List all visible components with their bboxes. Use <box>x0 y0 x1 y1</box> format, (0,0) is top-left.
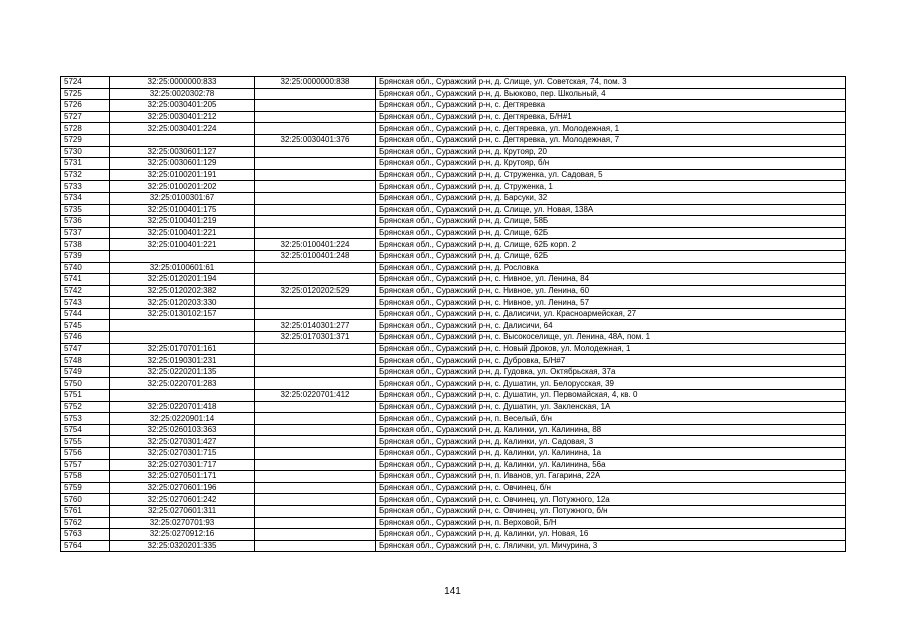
row-number-cell: 5752 <box>61 401 110 413</box>
row-number-cell: 5733 <box>61 181 110 193</box>
table-row <box>61 378 846 390</box>
address-cell: Брянская обл., Суражский р-н, с. Овчинец, ул. Потужного, б/н <box>376 505 846 517</box>
address-cell: Брянская обл., Суражский р-н, д. Калинки, ул. Калинина, 88 <box>376 424 846 436</box>
address-cell: Брянская обл., Суражский р-н, с. Нивное, ул. Ленина, 60 <box>376 285 846 297</box>
second-cadastral-number-cell <box>255 308 376 320</box>
cadastral-number-cell: 32:25:0100401:221 <box>110 227 255 239</box>
table-row <box>61 274 846 286</box>
table-row <box>61 320 846 332</box>
table-row <box>61 401 846 413</box>
cadastral-number-cell <box>110 134 255 146</box>
second-cadastral-number-cell <box>255 192 376 204</box>
table-row <box>61 517 846 529</box>
cadastral-number-cell: 32:25:0270501:171 <box>110 471 255 483</box>
second-cadastral-number-cell <box>255 100 376 112</box>
row-number-cell: 5739 <box>61 250 110 262</box>
cadastral-number-cell <box>110 320 255 332</box>
cadastral-number-cell: 32:25:0130102:157 <box>110 308 255 320</box>
cadastral-number-cell: 32:25:0270601:196 <box>110 482 255 494</box>
row-number-cell: 5761 <box>61 505 110 517</box>
table-row <box>61 158 846 170</box>
cadastral-number-cell: 32:25:0100401:175 <box>110 204 255 216</box>
table-row <box>61 494 846 506</box>
address-cell: Брянская обл., Суражский р-н, с. Нивное, ул. Ленина, 84 <box>376 274 846 286</box>
cadastral-number-cell <box>110 332 255 344</box>
row-number-cell: 5757 <box>61 459 110 471</box>
second-cadastral-number-cell: 32:25:0100401:248 <box>255 250 376 262</box>
second-cadastral-number-cell <box>255 529 376 541</box>
row-number-cell: 5742 <box>61 285 110 297</box>
second-cadastral-number-cell: 32:25:0120202:529 <box>255 285 376 297</box>
row-number-cell: 5746 <box>61 332 110 344</box>
row-number-cell: 5751 <box>61 390 110 402</box>
address-cell: Брянская обл., Суражский р-н, д. Крутояр, 20 <box>376 146 846 158</box>
table-row <box>61 204 846 216</box>
address-cell: Брянская обл., Суражский р-н, с. Дегтяревка, Б/Н#1 <box>376 111 846 123</box>
second-cadastral-number-cell: 32:25:0140301:277 <box>255 320 376 332</box>
cadastral-number-cell: 32:25:0100301:67 <box>110 192 255 204</box>
address-cell: Брянская обл., Суражский р-н, д. Крутояр, б/н <box>376 158 846 170</box>
cadastral-number-cell: 32:25:0170701:161 <box>110 343 255 355</box>
second-cadastral-number-cell <box>255 88 376 100</box>
row-number-cell: 5756 <box>61 448 110 460</box>
row-number-cell: 5762 <box>61 517 110 529</box>
table-row <box>61 471 846 483</box>
table-row <box>61 343 846 355</box>
table-row <box>61 505 846 517</box>
row-number-cell: 5743 <box>61 297 110 309</box>
page-number: 141 <box>444 586 461 597</box>
address-cell: Брянская обл., Суражский р-н, д. Слище, 62Б <box>376 227 846 239</box>
row-number-cell: 5737 <box>61 227 110 239</box>
row-number-cell: 5745 <box>61 320 110 332</box>
second-cadastral-number-cell <box>255 459 376 471</box>
address-cell: Брянская обл., Суражский р-н, д. Слище, 62Б корп. 2 <box>376 239 846 251</box>
cadastral-number-cell: 32:25:0100601:61 <box>110 262 255 274</box>
cadastral-number-cell: 32:25:0260103:363 <box>110 424 255 436</box>
second-cadastral-number-cell <box>255 448 376 460</box>
cadastral-number-cell: 32:25:0270301:427 <box>110 436 255 448</box>
second-cadastral-number-cell <box>255 274 376 286</box>
address-cell: Брянская обл., Суражский р-н, д. Слище, 62Б <box>376 250 846 262</box>
table-row <box>61 146 846 158</box>
row-number-cell: 5732 <box>61 169 110 181</box>
address-cell: Брянская обл., Суражский р-н, д. Струженка, 1 <box>376 181 846 193</box>
address-cell: Брянская обл., Суражский р-н, с. Далисичи, 64 <box>376 320 846 332</box>
address-cell: Брянская обл., Суражский р-н, д. Калинки, ул. Садовая, 3 <box>376 436 846 448</box>
address-cell: Брянская обл., Суражский р-н, п. Иванов, ул. Гагарина, 22А <box>376 471 846 483</box>
row-number-cell: 5760 <box>61 494 110 506</box>
cadastral-number-cell: 32:25:0270301:717 <box>110 459 255 471</box>
cadastral-number-cell: 32:25:0020302:78 <box>110 88 255 100</box>
row-number-cell: 5748 <box>61 355 110 367</box>
row-number-cell: 5750 <box>61 378 110 390</box>
table-row <box>61 250 846 262</box>
table-row <box>61 366 846 378</box>
row-number-cell: 5763 <box>61 529 110 541</box>
table-row <box>61 285 846 297</box>
address-cell: Брянская обл., Суражский р-н, с. Лялички, ул. Мичурина, 3 <box>376 540 846 552</box>
cadastral-number-cell <box>110 250 255 262</box>
table-row <box>61 100 846 112</box>
row-number-cell: 5744 <box>61 308 110 320</box>
table-row <box>61 355 846 367</box>
table-row <box>61 169 846 181</box>
table-row <box>61 262 846 274</box>
row-number-cell: 5736 <box>61 216 110 228</box>
address-cell: Брянская обл., Суражский р-н, с. Овчинец, б/н <box>376 482 846 494</box>
second-cadastral-number-cell <box>255 505 376 517</box>
address-cell: Брянская обл., Суражский р-н, с. Новый Дроков, ул. Молодежная, 1 <box>376 343 846 355</box>
second-cadastral-number-cell <box>255 413 376 425</box>
second-cadastral-number-cell <box>255 216 376 228</box>
table-row <box>61 227 846 239</box>
row-number-cell: 5730 <box>61 146 110 158</box>
second-cadastral-number-cell <box>255 355 376 367</box>
second-cadastral-number-cell <box>255 494 376 506</box>
address-cell: Брянская обл., Суражский р-н, д. Слище, 58Б <box>376 216 846 228</box>
row-number-cell: 5740 <box>61 262 110 274</box>
cadastral-number-cell: 32:25:0030401:205 <box>110 100 255 112</box>
row-number-cell: 5729 <box>61 134 110 146</box>
table-row <box>61 482 846 494</box>
address-cell: Брянская обл., Суражский р-н, д. Вьюково, пер. Школьный, 4 <box>376 88 846 100</box>
table-row <box>61 529 846 541</box>
second-cadastral-number-cell <box>255 146 376 158</box>
row-number-cell: 5759 <box>61 482 110 494</box>
cadastral-number-cell: 32:25:0270912:16 <box>110 529 255 541</box>
address-cell: Брянская обл., Суражский р-н, с. Далисичи, ул. Красноармейская, 27 <box>376 308 846 320</box>
address-cell: Брянская обл., Суражский р-н, д. Барсуки, 32 <box>376 192 846 204</box>
cadastral-number-cell: 32:25:0220201:135 <box>110 366 255 378</box>
row-number-cell: 5738 <box>61 239 110 251</box>
table-row <box>61 540 846 552</box>
table-row <box>61 390 846 402</box>
cadastral-number-cell: 32:25:0320201:335 <box>110 540 255 552</box>
row-number-cell: 5755 <box>61 436 110 448</box>
row-number-cell: 5734 <box>61 192 110 204</box>
second-cadastral-number-cell <box>255 540 376 552</box>
row-number-cell: 5758 <box>61 471 110 483</box>
cadastral-number-cell: 32:25:0100201:202 <box>110 181 255 193</box>
row-number-cell: 5754 <box>61 424 110 436</box>
second-cadastral-number-cell <box>255 123 376 135</box>
row-number-cell: 5728 <box>61 123 110 135</box>
table-row <box>61 111 846 123</box>
registry-table <box>60 76 846 552</box>
cadastral-number-cell: 32:25:0030401:212 <box>110 111 255 123</box>
second-cadastral-number-cell <box>255 482 376 494</box>
table-row <box>61 216 846 228</box>
table-row <box>61 436 846 448</box>
table-row <box>61 134 846 146</box>
table-row <box>61 123 846 135</box>
address-cell: Брянская обл., Суражский р-н, д. Струженка, ул. Садовая, 5 <box>376 169 846 181</box>
address-cell: Брянская обл., Суражский р-н, с. Дегтяревка, ул. Молодежная, 1 <box>376 123 846 135</box>
table-row <box>61 448 846 460</box>
second-cadastral-number-cell: 32:25:0220701:412 <box>255 390 376 402</box>
table-row <box>61 413 846 425</box>
cadastral-number-cell: 32:25:0100401:221 <box>110 239 255 251</box>
second-cadastral-number-cell <box>255 169 376 181</box>
second-cadastral-number-cell <box>255 517 376 529</box>
cadastral-number-cell: 32:25:0270601:311 <box>110 505 255 517</box>
second-cadastral-number-cell <box>255 401 376 413</box>
table-row <box>61 459 846 471</box>
second-cadastral-number-cell <box>255 181 376 193</box>
address-cell: Брянская обл., Суражский р-н, с. Нивное, ул. Ленина, 57 <box>376 297 846 309</box>
address-cell: Брянская обл., Суражский р-н, с. Душатин, ул. Первомайская, 4, кв. 0 <box>376 390 846 402</box>
cadastral-number-cell: 32:25:0030601:129 <box>110 158 255 170</box>
second-cadastral-number-cell <box>255 158 376 170</box>
address-cell: Брянская обл., Суражский р-н, с. Высокоселище, ул. Ленина, 48А, пом. 1 <box>376 332 846 344</box>
second-cadastral-number-cell <box>255 471 376 483</box>
cadastral-number-cell: 32:25:0270601:242 <box>110 494 255 506</box>
table-row <box>61 77 846 89</box>
cadastral-number-cell: 32:25:0030601:127 <box>110 146 255 158</box>
second-cadastral-number-cell <box>255 111 376 123</box>
cadastral-number-cell: 32:25:0100201:191 <box>110 169 255 181</box>
address-cell: Брянская обл., Суражский р-н, с. Дегтяревка <box>376 100 846 112</box>
address-cell: Брянская обл., Суражский р-н, д. Гудовка, ул. Октябрьская, 37а <box>376 366 846 378</box>
second-cadastral-number-cell: 32:25:0000000:838 <box>255 77 376 89</box>
second-cadastral-number-cell <box>255 262 376 274</box>
row-number-cell: 5749 <box>61 366 110 378</box>
cadastral-number-cell <box>110 390 255 402</box>
registry-table-body <box>61 77 846 552</box>
cadastral-number-cell: 32:25:0270301:715 <box>110 448 255 460</box>
second-cadastral-number-cell: 32:25:0100401:224 <box>255 239 376 251</box>
table-row <box>61 88 846 100</box>
row-number-cell: 5753 <box>61 413 110 425</box>
row-number-cell: 5731 <box>61 158 110 170</box>
second-cadastral-number-cell: 32:25:0030401:376 <box>255 134 376 146</box>
address-cell: Брянская обл., Суражский р-н, с. Дубровка, Б/Н#7 <box>376 355 846 367</box>
address-cell: Брянская обл., Суражский р-н, с. Дегтяревка, ул. Молодежная, 7 <box>376 134 846 146</box>
cadastral-number-cell: 32:25:0100401:219 <box>110 216 255 228</box>
second-cadastral-number-cell <box>255 424 376 436</box>
address-cell: Брянская обл., Суражский р-н, д. Калинки, ул. Калинина, 56а <box>376 459 846 471</box>
address-cell: Брянская обл., Суражский р-н, п. Веселый, б/н <box>376 413 846 425</box>
row-number-cell: 5727 <box>61 111 110 123</box>
second-cadastral-number-cell <box>255 204 376 216</box>
address-cell: Брянская обл., Суражский р-н, д. Калинки, ул. Калинина, 1а <box>376 448 846 460</box>
address-cell: Брянская обл., Суражский р-н, д. Калинки, ул. Новая, 16 <box>376 529 846 541</box>
cadastral-number-cell: 32:25:0220901:14 <box>110 413 255 425</box>
table-row <box>61 297 846 309</box>
row-number-cell: 5764 <box>61 540 110 552</box>
table-row <box>61 192 846 204</box>
row-number-cell: 5724 <box>61 77 110 89</box>
cadastral-number-cell: 32:25:0120202:382 <box>110 285 255 297</box>
cadastral-number-cell: 32:25:0120203:330 <box>110 297 255 309</box>
cadastral-number-cell: 32:25:0270701:93 <box>110 517 255 529</box>
row-number-cell: 5747 <box>61 343 110 355</box>
second-cadastral-number-cell <box>255 436 376 448</box>
second-cadastral-number-cell <box>255 297 376 309</box>
cadastral-number-cell: 32:25:0190301:231 <box>110 355 255 367</box>
row-number-cell: 5735 <box>61 204 110 216</box>
cadastral-number-cell: 32:25:0220701:418 <box>110 401 255 413</box>
address-cell: Брянская обл., Суражский р-н, с. Душатин, ул. Закленская, 1А <box>376 401 846 413</box>
second-cadastral-number-cell <box>255 366 376 378</box>
row-number-cell: 5725 <box>61 88 110 100</box>
second-cadastral-number-cell <box>255 227 376 239</box>
address-cell: Брянская обл., Суражский р-н, с. Овчинец, ул. Потужного, 12а <box>376 494 846 506</box>
address-cell: Брянская обл., Суражский р-н, с. Душатин, ул. Белорусская, 39 <box>376 378 846 390</box>
cadastral-number-cell: 32:25:0220701:283 <box>110 378 255 390</box>
address-cell: Брянская обл., Суражский р-н, п. Верховой, Б/Н <box>376 517 846 529</box>
row-number-cell: 5726 <box>61 100 110 112</box>
second-cadastral-number-cell <box>255 343 376 355</box>
cadastral-number-cell: 32:25:0120201:194 <box>110 274 255 286</box>
table-row <box>61 332 846 344</box>
address-cell: Брянская обл., Суражский р-н, д. Слище, ул. Советская, 74, пом. 3 <box>376 77 846 89</box>
cadastral-number-cell: 32:25:0000000:833 <box>110 77 255 89</box>
second-cadastral-number-cell <box>255 378 376 390</box>
table-row <box>61 424 846 436</box>
address-cell: Брянская обл., Суражский р-н, д. Слище, ул. Новая, 138А <box>376 204 846 216</box>
cadastral-number-cell: 32:25:0030401:224 <box>110 123 255 135</box>
table-row <box>61 308 846 320</box>
address-cell: Брянская обл., Суражский р-н, д. Рословка <box>376 262 846 274</box>
table-row <box>61 239 846 251</box>
second-cadastral-number-cell: 32:25:0170301:371 <box>255 332 376 344</box>
row-number-cell: 5741 <box>61 274 110 286</box>
table-row <box>61 181 846 193</box>
